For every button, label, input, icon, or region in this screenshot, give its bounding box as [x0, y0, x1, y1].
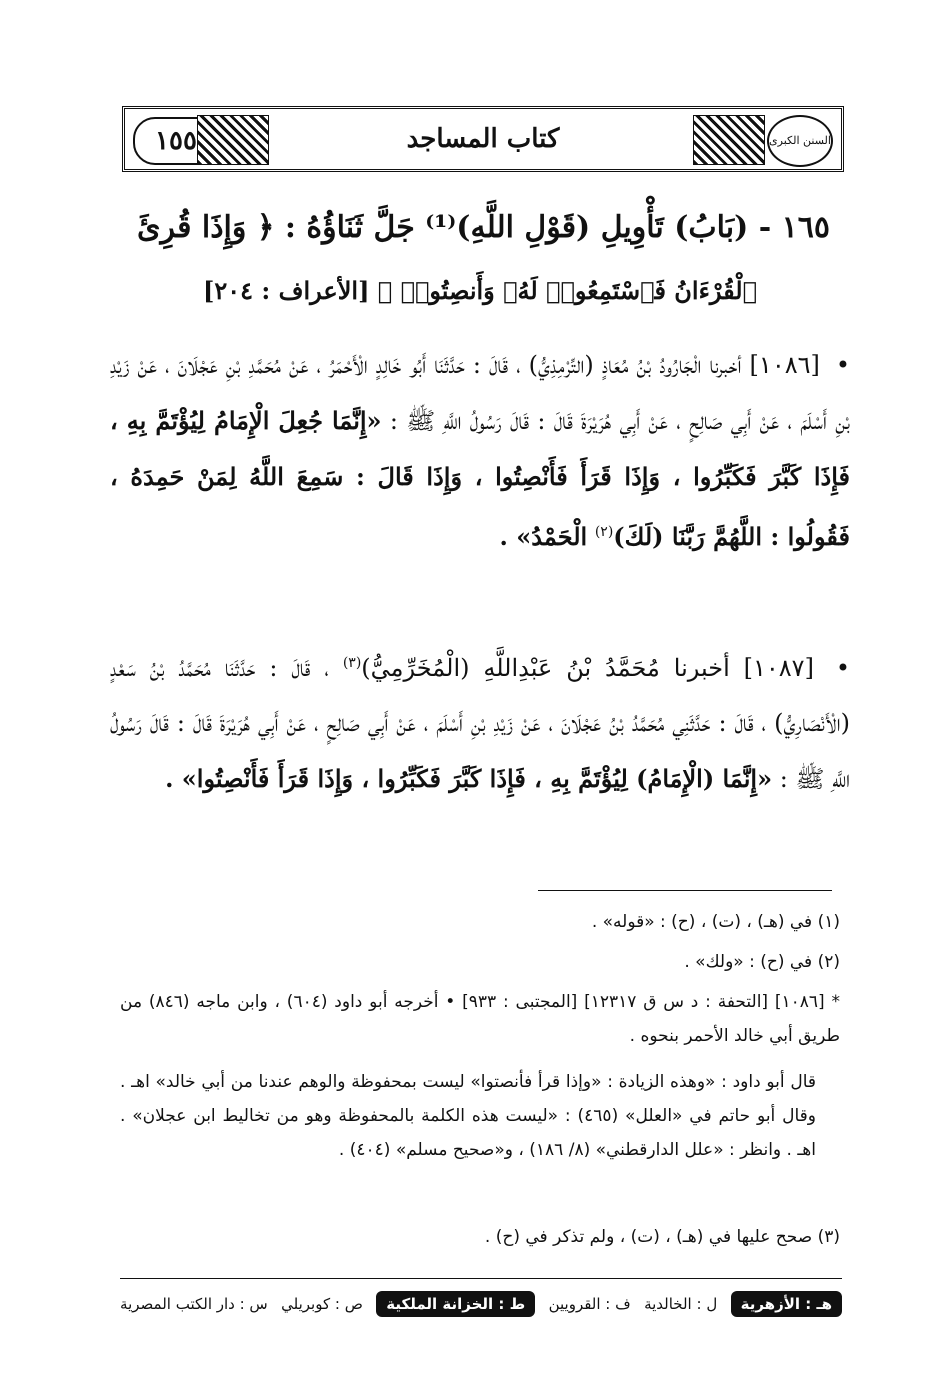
- footnote-separator: [538, 890, 832, 891]
- legend-sad: ص : كوبريلي: [281, 1295, 363, 1313]
- takhrij-1086: * [١٠٨٦] [التحفة : د س ق ١٢٣١٧] [المجتبى : ٩٣٣] • أخرجه أبو داود (٦٠٤) ، وابن ماجه (٨٤٦) من طريق أبي خالد الأحمر بنحوه .: [120, 992, 840, 1046]
- legend-fa: ف : القرويين: [548, 1295, 631, 1313]
- header-ornament-left: [197, 115, 269, 165]
- hadith-1087-isnad: [١٠٨٧] أخبرنا مُحَمَّدُ بْنُ عَبْدِاللَّهِ (الْمُخَرِّمِيُّ): [361, 654, 814, 682]
- chapter-title-line-1: ١٦٥ - (بَابُ) تَأْوِيلِ (قَوْلِ اللَّهِ)⁽¹⁾ جَلَّ ثَنَاؤُهُ : ﴿ وَإِذَا قُرِئَ: [137, 210, 830, 245]
- footnote-2: (٢) في (ح) : «ولك» .: [684, 952, 840, 972]
- abu-dawud-note: قال أبو داود : «وهذه الزيادة : «وإذا قرأ فأنصتوا» ليست بمحفوظة والوهم عندنا من أبي خالد» اهـ . وقال أبو حاتم في «العلل» (٤٦٥) : «ليست هذه الكلمة بالمحفوظة وهو من تخاليط ابن عجلان» . اهـ . وانظر : «علل الدارقطني» (٨/ ١٨٦) ، و«صحيح مسلم» (٤٠٤) .: [120, 1072, 816, 1160]
- book-seal: السنن الكبرى: [767, 115, 833, 167]
- hadith-1086-matn-end: الْحَمْدُ» .: [499, 522, 588, 551]
- footnote-ref-2: (٢): [594, 524, 614, 540]
- legend-rule: [120, 1278, 842, 1279]
- hadith-1087-isnad-2: ، قَالَ : حَدَّثَنَا مُحَمَّدُ بْنُ سَعْدٍ (الْأَنْصَارِيُّ) ، قَالَ : حَدَّثَنِي مُحَمَّدُ بْنُ عَجْلَانَ ، عَنْ زَيْدِ بْنِ أَسْلَمَ ، عَنْ أَبِي صَالِحٍ ، عَنْ أَبِي هُرَيْرَةَ قَالَ : قَالَ رَسُولُ اللَّهِ ﷺ :: [110, 654, 850, 793]
- legend-s: س : دار الكتب المصرية: [120, 1295, 268, 1313]
- chapter-title-line-2: ٱلْقُرْءَانُ فَٱسْتَمِعُوا۟ لَهُۥ وَأَنصِتُوا۟ ﴾ [الأعراف : ٢٠٤]: [203, 276, 757, 305]
- footnote-1: (١) في (هـ) ، (ت) ، (ح) : «قوله» .: [591, 912, 840, 932]
- hadith-1087-matn: «إِنَّمَا (الْإِمَامُ) لِيُؤْتَمَّ بِهِ ، فَإِذَا كَبَّرَ فَكَبِّرُوا ، وَإِذَا قَرَأَ فَأَنْصِتُوا» .: [165, 764, 773, 793]
- bullet-icon: •: [835, 351, 850, 379]
- legend-ha: هـ : الأزهرية: [731, 1291, 842, 1317]
- hadith-1086: [110, 338, 850, 565]
- header-ornament-right: [693, 115, 765, 165]
- bullet-icon: •: [835, 654, 850, 682]
- manuscript-legend: [120, 1286, 842, 1322]
- page-header: [122, 106, 844, 172]
- page-number: ١٥٥: [133, 117, 219, 165]
- footnote-ref-3: (٣): [342, 655, 362, 671]
- hadith-1086-matn: «إِنَّمَا جُعِلَ الْإِمَامُ لِيُؤْتَمَّ بِهِ ، فَإِذَا كَبَّرَ فَكَبِّرُوا ، وَإِذَا قَرَأَ فَأَنْصِتُوا ، وَإِذَا قَالَ : سَمِعَ اللَّهُ لِمَنْ حَمِدَهُ ، فَقُولُوا : اللَّهُمَّ رَبَّنَا (لَكَ): [110, 406, 850, 551]
- book-title: كتاب المساجد: [406, 124, 560, 154]
- legend-lam: ل : الخالدية: [644, 1295, 718, 1313]
- hadith-1087: [110, 636, 850, 807]
- footnote-3: (٣) صحح عليها في (هـ) ، (ت) ، ولم تذكر في (ح) .: [484, 1227, 840, 1247]
- hadith-1086-isnad: [١٠٨٦] أخبرنا الْجَارُودُ بْنُ مُعَاذٍ (التِّرْمِذِيُّ) ، قَالَ : حَدَّثَنَا أَبُو خَالِدٍ الْأَحْمَرُ ، عَنْ مُحَمَّدِ بْنِ عَجْلَانَ ، عَنْ زَيْدِ بْنِ أَسْلَمَ ، عَنْ أَبِي صَالِحٍ ، عَنْ أَبِي هُرَيْرَةَ قَالَ : قَالَ رَسُولُ اللَّهِ ﷺ :: [110, 351, 851, 435]
- legend-ta: ط : الخزانة الملكية: [376, 1291, 535, 1317]
